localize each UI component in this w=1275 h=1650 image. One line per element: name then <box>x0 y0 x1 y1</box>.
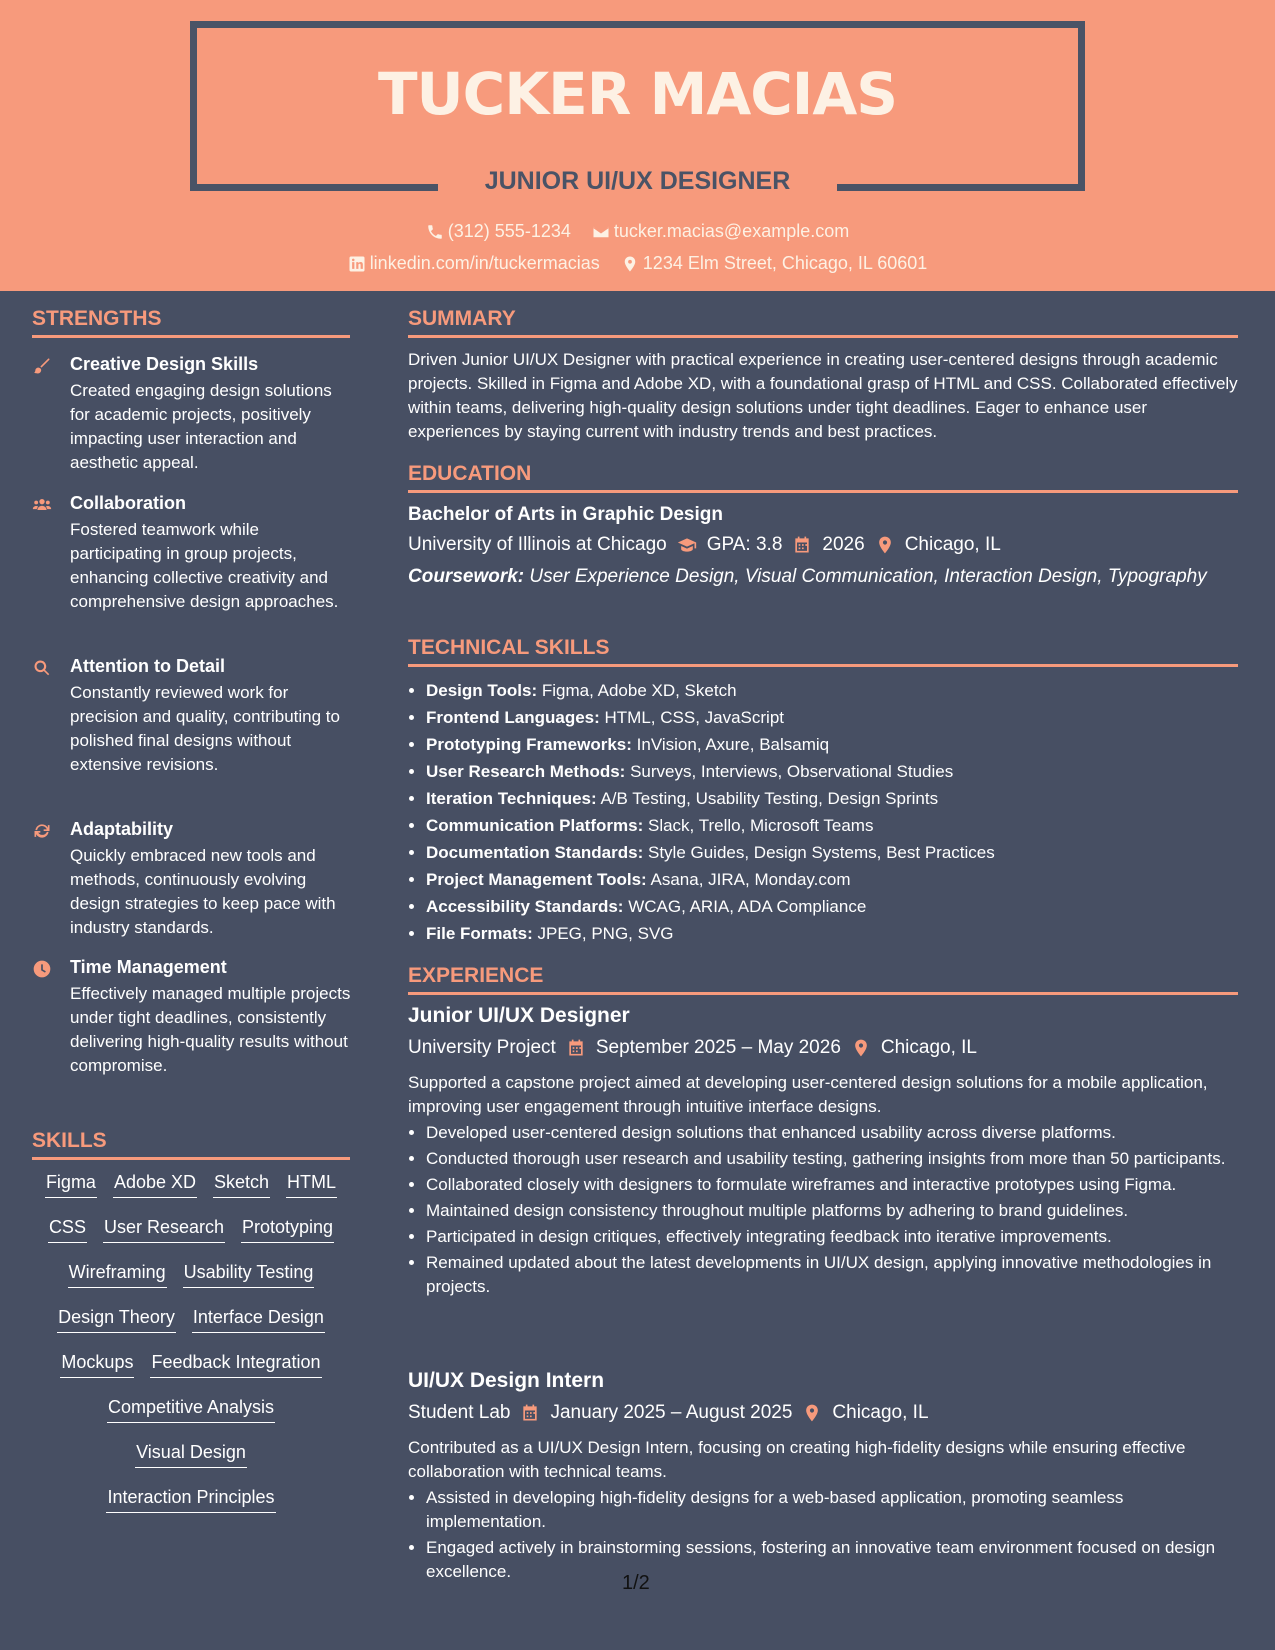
list-item <box>426 704 1238 731</box>
list-item: • Conducted thorough user research and usability testing, gathering insights from more than 50 participants. <box>426 1147 1238 1171</box>
graduation-cap-icon <box>677 535 697 555</box>
resume-header <box>0 0 1275 291</box>
education-meta <box>408 534 1001 556</box>
list-item <box>426 839 1238 866</box>
skill-tag: Wireframing <box>68 1262 167 1288</box>
strength-title: Collaboration <box>70 493 186 513</box>
calendar-icon <box>792 535 812 555</box>
tech-value: Surveys, Interviews, Observational Studies <box>630 762 954 781</box>
map-pin-icon <box>802 1403 822 1423</box>
skill-tag: Figma <box>45 1172 97 1198</box>
job-org: University Project <box>408 1037 556 1058</box>
coursework-text: User Experience Design, Visual Communication, Interaction Design, Typography <box>529 566 1207 587</box>
strength-desc: Created engaging design solutions for academic projects, positively impacting user interaction and aesthetic appeal. <box>70 381 332 472</box>
strength-title: Attention to Detail <box>70 656 225 676</box>
linkedin-text: linkedin.com/in/tuckermacias <box>369 253 600 273</box>
linkedin-icon <box>348 255 366 273</box>
users-icon <box>32 495 54 517</box>
calendar-icon <box>520 1403 540 1423</box>
graduation-year: 2026 <box>822 534 865 555</box>
job-org: Student Lab <box>408 1402 511 1423</box>
skill-tag: Adobe XD <box>113 1172 197 1198</box>
skill-tag: Interface Design <box>192 1307 325 1333</box>
map-pin-icon <box>875 535 895 555</box>
tech-value: InVision, Axure, Balsamiq <box>636 735 830 754</box>
job-summary: Supported a capstone project aimed at developing user-centered design solutions for a mobile application, improving user engagement through intuitive interface designs. <box>408 1073 1208 1116</box>
skill-row <box>32 1262 350 1307</box>
candidate-title: JUNIOR UI/UX DESIGNER <box>484 167 791 195</box>
skill-tag: Sketch <box>213 1172 270 1198</box>
strength-desc: Fostered teamwork while participating in group projects, enhancing collective creativity and comprehensive design approaches. <box>70 520 339 611</box>
tech-label: Project Management Tools: <box>426 870 647 889</box>
job-title: UI/UX Design Intern <box>408 1369 605 1392</box>
list-item: • Engaged actively in brainstorming sessions, fostering an innovative team environment focused on design excellence. <box>426 1536 1238 1584</box>
skill-row <box>32 1217 350 1262</box>
strength-title: Creative Design Skills <box>70 354 259 374</box>
tech-label: Accessibility Standards: <box>426 897 624 916</box>
address-text: 1234 Elm Street, Chicago, IL 60601 <box>642 253 928 273</box>
skills-list <box>32 1172 350 1532</box>
skill-tag: Feedback Integration <box>150 1352 321 1378</box>
skill-tag: HTML <box>286 1172 337 1198</box>
tech-value: A/B Testing, Usability Testing, Design Sprints <box>600 789 939 808</box>
list-item <box>426 812 1238 839</box>
list-item <box>426 758 1238 785</box>
skill-row <box>32 1397 350 1442</box>
skills-heading: SKILLS <box>32 1129 350 1160</box>
school-name: University of Illinois at Chicago <box>408 534 667 555</box>
list-item: • Assisted in developing high-fidelity designs for a web-based application, promoting seamless implementation. <box>426 1486 1238 1534</box>
list-item: • Remained updated about the latest developments in UI/UX design, applying innovative methodologies in projects. <box>426 1251 1238 1299</box>
strength-title: Adaptability <box>70 819 174 839</box>
contact-row-1 <box>0 221 1275 246</box>
list-item: • Collaborated closely with designers to formulate wireframes and interactive prototypes using Figma. <box>426 1173 1238 1197</box>
phone-icon <box>426 223 444 241</box>
candidate-name: TUCKER MACIAS <box>377 60 898 128</box>
list-item <box>426 866 1238 893</box>
map-pin-icon <box>851 1038 871 1058</box>
phone-text: (312) 555-1234 <box>447 221 571 241</box>
summary-heading: SUMMARY <box>408 307 1238 338</box>
skill-tag: Design Theory <box>57 1307 176 1333</box>
contact-phone <box>426 221 571 242</box>
education-heading: EDUCATION <box>408 462 1238 493</box>
coursework-label: Coursework: <box>408 566 525 587</box>
contact-linkedin[interactable] <box>348 253 600 274</box>
strengths-heading: STRENGTHS <box>32 307 350 338</box>
tech-label: User Research Methods: <box>426 762 626 781</box>
job-dates: September 2025 – May 2026 <box>595 1037 841 1058</box>
contact-address <box>621 253 928 274</box>
search-icon <box>32 658 54 680</box>
skill-tag: Mockups <box>60 1352 134 1378</box>
education-location: Chicago, IL <box>904 534 1001 555</box>
brush-icon <box>32 356 54 378</box>
job-summary: Contributed as a UI/UX Design Intern, focusing on creating high-fidelity designs while ensuring effective collaboration with technical teams. <box>408 1438 1186 1481</box>
clock-icon <box>32 959 54 981</box>
technical-skills-list <box>426 677 1238 947</box>
job-title: Junior UI/UX Designer <box>408 1004 630 1027</box>
skill-tag: Visual Design <box>135 1442 247 1468</box>
skill-tag: Interaction Principles <box>106 1487 275 1513</box>
tech-label: Iteration Techniques: <box>426 789 597 808</box>
calendar-icon <box>566 1038 586 1058</box>
summary-text: Driven Junior UI/UX Designer with practical experience in creating user-centered designs through academic projects. Skilled in Figma and Adobe XD, with a foundational grasp of HTML and CSS. Collaborated effectively within teams, delivering high-quality design solutions under tight deadlines. Eager to enhance user experiences by staying current with industry trends and best practices. <box>408 350 1238 441</box>
list-item <box>426 677 1238 704</box>
job-location: Chicago, IL <box>880 1037 978 1058</box>
tech-value: Figma, Adobe XD, Sketch <box>541 681 737 700</box>
tech-value: WCAG, ARIA, ADA Compliance <box>628 897 867 916</box>
strength-title: Time Management <box>70 957 227 977</box>
tech-label: Documentation Standards: <box>426 843 644 862</box>
header-frame-bottom-right <box>837 184 1085 191</box>
email-text: tucker.macias@example.com <box>613 221 850 241</box>
coursework <box>408 565 1240 589</box>
list-item <box>426 731 1238 758</box>
tech-value: Asana, JIRA, Monday.com <box>650 870 851 889</box>
tech-value: Slack, Trello, Microsoft Teams <box>647 816 874 835</box>
tech-value: HTML, CSS, JavaScript <box>604 708 785 727</box>
tech-value: Style Guides, Design Systems, Best Practices <box>647 843 995 862</box>
tech-label: Frontend Languages: <box>426 708 600 727</box>
list-item: • Developed user-centered design solutions that enhanced usability across diverse platforms. <box>426 1121 1238 1145</box>
strength-desc: Effectively managed multiple projects under tight deadlines, consistently delivering high-quality results without compromise. <box>70 984 351 1075</box>
sync-icon <box>32 821 54 843</box>
skill-row <box>32 1442 350 1487</box>
list-item <box>426 893 1238 920</box>
page-number: 1/2 <box>622 1572 650 1594</box>
gpa-text: GPA: 3.8 <box>706 534 783 555</box>
job-meta <box>408 1402 929 1424</box>
skill-row <box>32 1172 350 1217</box>
tech-value: JPEG, PNG, SVG <box>537 924 674 943</box>
contact-row-2 <box>0 253 1275 278</box>
skill-row <box>32 1307 350 1352</box>
list-item <box>426 785 1238 812</box>
technical-skills-heading: TECHNICAL SKILLS <box>408 636 1238 667</box>
tech-label: Communication Platforms: <box>426 816 644 835</box>
tech-label: Prototyping Frameworks: <box>426 735 632 754</box>
job-bullets <box>426 1121 1238 1301</box>
skill-tag: Usability Testing <box>183 1262 315 1288</box>
skill-row <box>32 1352 350 1397</box>
strength-desc: Constantly reviewed work for precision and quality, contributing to polished final designs without extensive revisions. <box>70 683 340 774</box>
contact-email[interactable] <box>592 221 849 242</box>
tech-label: Design Tools: <box>426 681 538 700</box>
job-location: Chicago, IL <box>832 1402 929 1423</box>
skill-row <box>32 1487 350 1532</box>
skill-tag: Competitive Analysis <box>107 1397 275 1423</box>
header-frame-bottom-left <box>190 184 438 191</box>
list-item: • Maintained design consistency throughout multiple platforms by adhering to brand guidelines. <box>426 1199 1238 1223</box>
envelope-icon <box>592 223 610 241</box>
job-meta <box>408 1037 977 1059</box>
skill-tag: CSS <box>48 1217 87 1243</box>
strength-desc: Quickly embraced new tools and methods, continuously evolving design strategies to keep pace with industry standards. <box>70 846 336 937</box>
tech-label: File Formats: <box>426 924 533 943</box>
map-pin-icon <box>621 255 639 273</box>
degree-title: Bachelor of Arts in Graphic Design <box>408 504 723 525</box>
skill-tag: Prototyping <box>241 1217 334 1243</box>
list-item <box>426 920 1238 947</box>
skill-tag: User Research <box>103 1217 225 1243</box>
job-bullets <box>426 1486 1238 1586</box>
list-item: • Participated in design critiques, effectively integrating feedback into iterative improvements. <box>426 1225 1238 1249</box>
job-dates: January 2025 – August 2025 <box>550 1402 793 1423</box>
experience-heading: EXPERIENCE <box>408 964 1238 995</box>
